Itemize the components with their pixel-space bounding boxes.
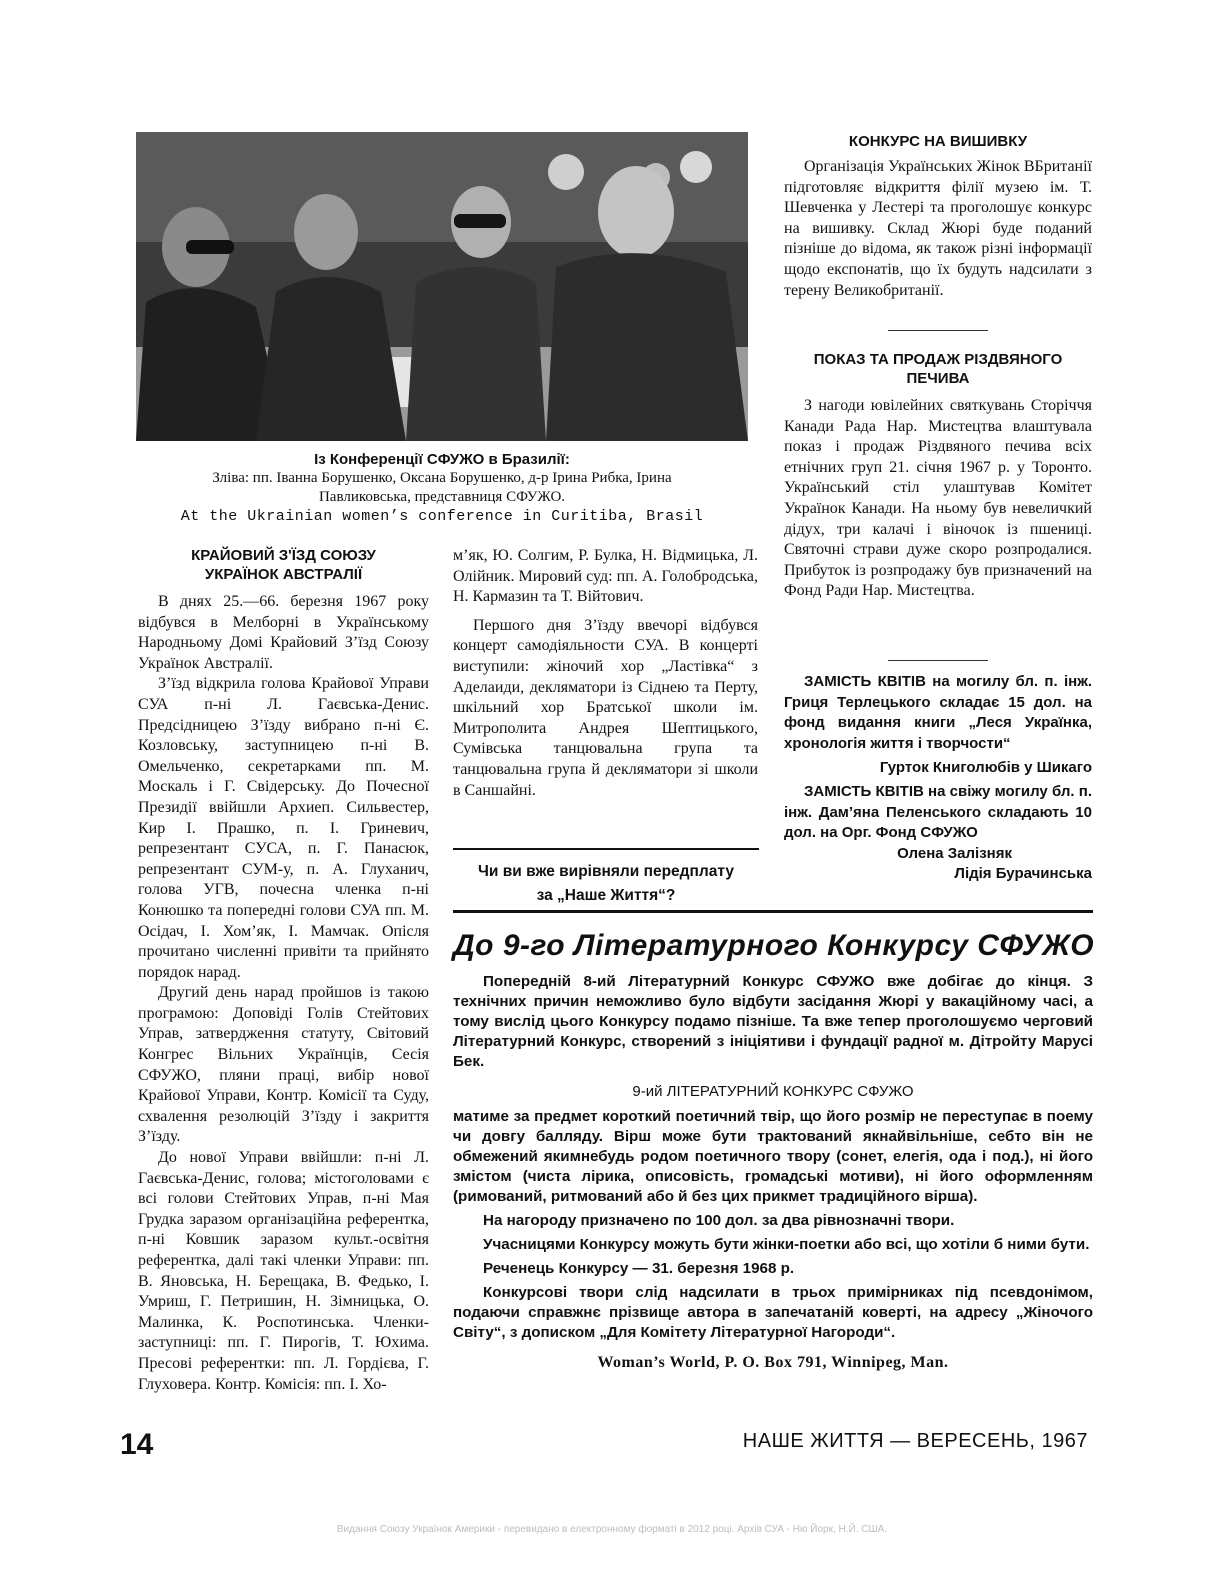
- contest-paragraph: Учасницями Конкурсу можуть бути жінки-поетки або всі, що хотіли б ними бути.: [483, 1236, 1090, 1253]
- contest-paragraph: На нагороду призначено по 100 дол. за два рівнозначні твори.: [483, 1212, 955, 1229]
- donation-signature-1: Олена Залізняк: [897, 844, 1012, 862]
- paragraph: З нагоди ювілейних святкувань Сторіччя Канади Рада Нар. Мистецтва влаштувала показ і продаж Різдвяного печива всіх етнічних груп 21. січня 1967 р. у Торонто. Український стіл улаштував Комітет Українок Канади. На ньому був невеличкий дідух, три калачі і віночок із пшениці. Святочні страви дуже скоро розпродалися. Прибуток із розпродажу був призначений на Фонд Ради Нар. Мистецтва.: [784, 397, 1092, 600]
- donation-notice-1: [784, 672, 1092, 779]
- article-embroidery-title: КОНКУРС НА ВИШИВКУ: [848, 133, 1028, 150]
- contest-address: Woman’s World, P. O. Box 791, Winnipeg, Man.: [597, 1354, 949, 1371]
- article-australia-col1: [138, 546, 429, 1395]
- paragraph: В днях 25.—66. березня 1967 року відбувся в Мелборні в Українському Народньому Домі Крайовий З’їзд Союзу Українок Австралії.: [138, 593, 429, 672]
- contest-paragraph: матиме за предмет короткий поетичний твір, що його розмір не переступає в поему чи довгу балляду. Вірш може бути трактований якнайвільніше, себто він не обмежений якимнебудь родом поетичного твору (сонет, елегія, ода і под.), ні його змістом (чиста лірика, описовість, громадські мотиви), ні його оформленням (римований, ритмований або й без цих прикмет традиційного вірша).: [453, 1108, 1093, 1205]
- donation-lead: ЗАМІСТЬ КВІТІВ: [804, 673, 926, 690]
- contest-title: До 9-го Літературного Конкурсу СФУЖО: [453, 929, 1095, 962]
- divider: [888, 330, 988, 331]
- title-line-1: КРАЙОВИЙ З'ЇЗД СОЮЗУ: [191, 547, 376, 564]
- paragraph: м’як, Ю. Солгим, Р. Булка, Н. Відмицька, Л. Олійник. Мировий суд: пп. А. Голобродська, Н. Кармазин та Т. Війтович.: [453, 547, 758, 606]
- subscription-note: [453, 860, 759, 908]
- subscription-line-2: за „Наше Життя“?: [536, 887, 676, 904]
- caption-title: Із Конференції СФУЖО в Бразилії:: [314, 451, 570, 468]
- title-line-1: ПОКАЗ ТА ПРОДАЖ РІЗДВЯНОГО: [813, 351, 1063, 368]
- caption-line-2: Павликовська, представниця СФУЖО.: [318, 489, 566, 505]
- divider: [453, 848, 759, 850]
- paragraph: Другий день нарад пройшов із такою програмою: Доповіді Голів Стейтових Управ, затвердження статуту, Світовий Конгрес Вільних Українців, Сесія СФУЖО, пляни праці, вибір нової Крайової Управи, Контр. Комісії та Суду, схвалення резолюцій З’їзду і закриття З’їзду.: [138, 984, 429, 1146]
- article-australia-col2: [453, 546, 758, 801]
- contest-paragraph: Конкурсові твори слід надсилати в трьох примірниках під псевдонімом, подаючи справжнє прізвище автора в запечатаній коверті, на адресу „Жіночого Світу“, з дописком „Для Комітету Літературної Нагороди“.: [453, 1284, 1093, 1341]
- page-number: 14: [120, 1428, 154, 1461]
- title-line-2: ПЕЧИВА: [906, 370, 970, 387]
- donation-signature: Гурток Книголюбів у Шикаго: [879, 759, 1092, 776]
- contest-subtitle: 9-ий ЛІТЕРАТУРНИЙ КОНКУРС СФУЖО: [632, 1083, 914, 1100]
- conference-photo: [136, 132, 748, 441]
- caption-line-1: Зліва: пп. Іванна Борушенко, Оксана Борушенко, д-р Ірина Рибка, Ірина: [212, 470, 672, 486]
- donation-text: на могилу бл. п. інж. Гриця Терлецького складає 15 дол. на фонд видання книги „Леся Українка, хронологія життя і творчости“: [784, 673, 1092, 752]
- divider: [453, 910, 1093, 913]
- subscription-line-1: Чи ви вже вирівняли передплату: [478, 863, 734, 880]
- paragraph: До нової Управи ввійшли: п-ні Л. Гаєвська-Денис, голова; містоголовами є всі голови Стейтових Управ, п-ні Мая Грудка заразом організаційна референтка, п-ні Ковшик заразом культ.-освітня референтка, далі такі членки Управи: пп. В. Яновська, Н. Берещака, В. Федько, І. Умриш, Г. Петришин, Н. Зімницька, О. Малинка, К. Роспотинська. Членки-заступниці: пп. Г. Пирогів, Т. Юхима. Пресові референтки: пп. Л. Гордієва, Г. Глуховера. Контр. Комісія: пп. І. Хо-: [138, 1149, 429, 1393]
- article-embroidery: [784, 132, 1092, 301]
- archive-footer: Видання Союзу Українок Америки - перевидано в електронному форматі в 2012 році. Архів СУА - Ню Йорк, Н.Й. США.: [336, 1524, 888, 1535]
- paragraph: Першого дня З’їзду ввечорі відбувся концерт самодіяльности СУА. В концерті виступили: жіночий хор „Ластівка“ з Аделаиди, декляматори із Сіднею та Перту, шкільний хор Братської школи ім. Митрополита Андрея Шептицького, Сумівська танцювальна група та танцювальна група й декляматори зі школи в Саншайні.: [453, 616, 758, 799]
- article-australia-title: [138, 546, 429, 584]
- contest-intro: Попередній 8-ий Літературний Конкурс СФУЖО вже добігає до кінця. З технічних причин неможливо було відбути засідання Жюрі у вакаційному часі, а тому вислід цього Конкурсу подамо пізніше. Та вже тепер проголошуємо черговий Літературний Конкурс, створений з ініціятиви і фундації радної м. Дітройту Марусі Бек.: [453, 973, 1093, 1070]
- donation-text: на свіжу могилу бл. п. інж. Дам’яна Пеленського складають 10 дол. на Орг. Фонд СФУЖО: [784, 783, 1093, 841]
- article-christmas: [784, 350, 1092, 602]
- journal-issue: НАШЕ ЖИТТЯ — ВЕРЕСЕНЬ, 1967: [742, 1430, 1088, 1452]
- photo-caption: [136, 450, 748, 526]
- donation-signature-2: Лідія Бурачинська: [954, 865, 1092, 882]
- article-christmas-title: [784, 350, 1092, 388]
- divider: [888, 660, 988, 661]
- donation-notice-2: [784, 782, 1092, 885]
- title-line-2: УКРАЇНОК АВСТРАЛІЇ: [204, 566, 363, 583]
- contest-body: [453, 972, 1093, 1373]
- paragraph: Організація Українських Жінок ВБританії підготовляє відкриття філії музею ім. Т. Шевченка у Лестері та проголошує конкурс на вишивку. Склад Жюрі буде поданий пізніше до відома, як також різні інформації щодо експонатів, що їх будуть надсилати з терену Великобританії.: [784, 158, 1092, 299]
- donation-lead: ЗАМІСТЬ КВІТІВ: [804, 783, 924, 800]
- contest-paragraph: Реченець Конкурсу — 31. березня 1968 р.: [483, 1260, 795, 1277]
- paragraph: З’їзд відкрила голова Крайової Управи СУА п-ні Л. Гаєвська-Денис. Предсідницею З’їзду вибрано п-ні Є. Козловську, заступницею п-ні В. Омельченко, секретарками пп. М. Москаль і Г. Свідерську. До Почесної Президії ввійшли Архиеп. Сильвестер, Кир І. Прашко, п. І. Гриневич, репрезентант СУСА, п. Г. Панасюк, репрезентант СУМ-у, п. А. Глуханич, голова УГВ, почесна членка п-ні Конюшко та попередні голови СУА пп. М. Осідач, І. Хом’як, І. Мамчак. Опісля прочитано численні привіти та прийнято порядок нарад.: [138, 675, 429, 981]
- caption-english: At the Ukrainian women’s conference in Curitiba, Brasil: [180, 508, 704, 525]
